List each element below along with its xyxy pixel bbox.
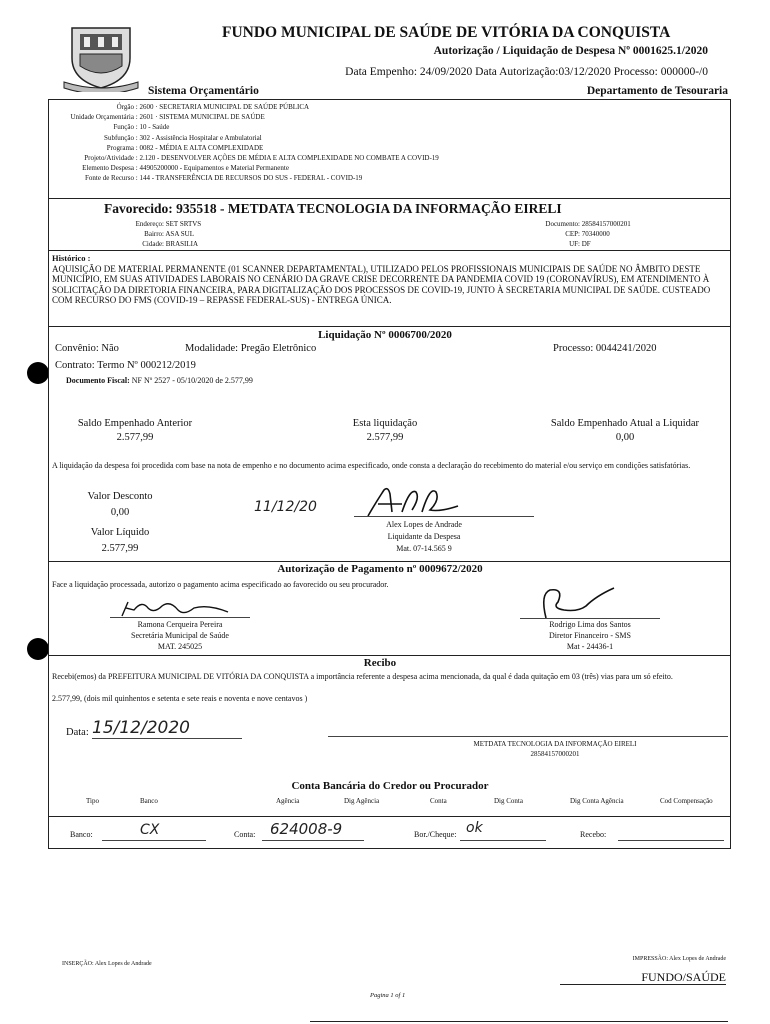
historico-text: AQUISIÇÃO DE MATERIAL PERMANENTE (01 SCANNER DEPARTAMENTAL), UTILIZADO PELOS PROFISSIONAIS MUNICIPAIS DE SAÚDE NO ÂMBITO DESTE MUNICÍPIO, EM SUAS ATIVIDADES LABORAIS NO CENÁRIO DA GRAVE CRISE DECORRENTE DA PANDEMIA COVID 19 (CORONAVÍRUS), EM ATENDIMENTO À SOLICITAÇÃO DA DIRETORIA FINANCEIRA, PARA DIGITALIZAÇÃO DOS PROCESSOS DE COVID-19, JUNTO À SECRETARIA MUNICIPAL DE SAÚDE. CUSTEADO COM RECURSO DO FMS (COVID-19 – REPASSE FEDERAL-SUS) - ENTREGA ÚNICA. — [52, 264, 711, 306]
budget-row: Unidade Orçamentária : 2601 · SISTEMA MUNICIPAL DE SAÚDE — [70, 113, 265, 122]
conta-header-dig-conta-agencia: Dig Conta Agência — [570, 797, 624, 805]
creditor-name: METDATA TECNOLOGIA DA INFORMAÇÃO EIRELI — [473, 740, 637, 748]
footer-page: Pagina 1 of 1 — [370, 992, 406, 999]
conta-header-banco: Banco — [140, 797, 158, 805]
document-title: FUNDO MUNICIPAL DE SAÚDE DE VITÓRIA DA CONQUISTA — [222, 24, 671, 41]
bairro-value: ASA SUL — [165, 230, 194, 238]
secretaria-name: Ramona Cerqueira Pereira — [137, 620, 223, 629]
budget-row: Elemento Despesa : 44905200000 - Equipamentos e Material Permanente — [82, 164, 289, 173]
footer-impressao: IMPRESSÃO: Alex Lopes de Andrade — [632, 956, 726, 962]
liquido-label: Valor Líquido — [90, 527, 150, 538]
doc-fiscal-value: NF Nº 2527 - 05/10/2020 de 2.577,99 — [131, 376, 253, 385]
liquidante-signature — [362, 482, 472, 524]
diretor-mat: Mat - 24436-1 — [566, 642, 614, 651]
desconto-value: 0,00 — [110, 507, 130, 518]
budget-row: Projeto/Atividade : 2.120 - DESENVOLVER AÇÕES DE MÉDIA E ALTA COMPLEXIDADE NO COMBATE A COVID-19 — [84, 154, 439, 163]
recibo-date-label: Data: — [66, 727, 89, 738]
handwritten-date: 11/12/20 — [254, 499, 317, 515]
system-name: Sistema Orçamentário — [148, 85, 259, 97]
uf-value: DF — [581, 240, 591, 248]
esta-liquidacao-value: 2.577,99 — [366, 432, 404, 443]
bor-cheque-label: Bor./Cheque: — [414, 830, 457, 839]
saldo-atual-label: Saldo Empenhado Atual a Liquidar — [550, 418, 700, 429]
recibo-amount-text: 2.577,99, (dois mil quinhentos e setenta e sete reais e noventa e nove centavos ) — [52, 694, 308, 703]
conta-header-dig-agencia: Dig Agência — [344, 797, 380, 805]
recibo-title: Recibo — [363, 657, 397, 669]
endereco-value: SET SRTVS — [165, 220, 202, 228]
conta-header-dig-conta: Dig Conta — [494, 797, 523, 805]
liquidante-name: Alex Lopes de Andrade — [386, 520, 462, 529]
banco-handwritten: CX — [140, 822, 160, 838]
esta-liquidacao-label: Esta liquidação — [352, 418, 418, 429]
budget-row: Subfunção : 302 - Assistência Hospitalar e Ambulatorial — [104, 133, 262, 142]
historico-label: Histórico : — [52, 253, 91, 263]
diretor-role: Diretor Financeiro - SMS — [549, 631, 631, 640]
convenio-field: Convênio: Não — [55, 343, 119, 354]
punch-hole-bottom — [27, 638, 49, 660]
saldo-anterior-label: Saldo Empenhado Anterior — [77, 418, 193, 429]
cidade-value: BRASILIA — [165, 240, 199, 248]
processo-field: Processo: 0044241/2020 — [553, 343, 657, 354]
footer-insercao: INSERÇÃO: Alex Lopes de Andrade — [62, 961, 152, 967]
coat-of-arms-icon — [62, 22, 140, 92]
banco-label: Banco: — [70, 830, 93, 839]
authorization-number: Autorização / Liquidação de Despesa Nº 0001625.1/2020 — [433, 45, 708, 57]
contrato-field: Contrato: Termo Nº 000212/2019 — [55, 360, 196, 371]
saldo-atual-value: 0,00 — [615, 432, 635, 443]
desconto-label: Valor Desconto — [87, 491, 153, 502]
bor-cheque-handwritten: ok — [466, 820, 483, 836]
autorizacao-title: Autorização de Pagamento nº 0009672/2020 — [277, 563, 483, 575]
footer-fundo-saude: FUNDO/SAÚDE — [641, 970, 726, 984]
recebo-label: Recebo: — [580, 830, 607, 839]
budget-row: Órgão : 2600 · SECRETARIA MUNICIPAL DE SAÚDE PÚBLICA — [116, 103, 310, 111]
budget-row: Fonte de Recurso : 144 - TRANSFERÊNCIA DE RECURSOS DO SUS - FEDERAL - COVID-19 — [85, 174, 363, 183]
liquidante-mat: Mat. 07-14.565 9 — [396, 544, 452, 553]
conta-header-agencia: Agência — [276, 797, 300, 805]
conta-header-cod-compensacao: Cod Compensação — [660, 797, 713, 805]
secretaria-signature — [118, 596, 248, 622]
recibo-handwritten-date: 15/12/2020 — [92, 718, 190, 738]
dates-line: Data Empenho: 24/09/2020 Data Autorização:03/12/2020 Processo: 000000-/0 — [345, 66, 708, 78]
conta-handwritten: 624008-9 — [270, 820, 343, 838]
creditor-doc: 28584157000201 — [530, 750, 580, 758]
favorecido-title: Favorecido: 935518 - METDATA TECNOLOGIA DA INFORMAÇÃO EIRELI — [104, 201, 562, 216]
punch-hole-top — [27, 362, 49, 384]
liquido-value: 2.577,99 — [101, 543, 139, 554]
modalidade-field: Modalidade: Pregão Eletrônico — [185, 343, 317, 354]
saldo-anterior-value: 2.577,99 — [116, 432, 154, 443]
secretaria-role: Secretária Municipal de Saúde — [131, 631, 229, 640]
secretaria-mat: MAT. 245025 — [157, 642, 203, 651]
liquidante-role: Liquidante da Despesa — [387, 532, 461, 541]
autorizacao-text: Face a liquidação processada, autorizo o pagamento acima especificado ao favorecido ou seu procurador. — [52, 580, 389, 589]
liquidacao-title: Liquidação Nº 0006700/2020 — [318, 329, 452, 341]
recibo-text: Recebi(emos) da PREFEITURA MUNICIPAL DE VITÓRIA DA CONQUISTA a importância referente a despesa acima mencionada, da qual é dada quitação em 03 (três) vias para um só efeito. — [52, 672, 673, 681]
conta-header-tipo: Tipo — [86, 797, 99, 805]
department-name: Departamento de Tesouraria — [586, 85, 728, 97]
conta-title: Conta Bancária do Credor ou Procurador — [291, 780, 489, 792]
conta-label: Conta: — [234, 830, 256, 839]
budget-row: Programa : 0082 - MÉDIA E ALTA COMPLEXIDADE — [106, 143, 264, 152]
conta-header-conta: Conta — [430, 797, 447, 805]
doc-fiscal-label: Documento Fiscal: — [66, 376, 130, 385]
declaracao-text: A liquidação da despesa foi procedida com base na nota de empenho e no documento acima especificado, onde consta a declaração do recebimento do material e/ou serviço em condições satisfatórias. — [52, 461, 691, 470]
documento-value: 28584157000201 — [581, 220, 631, 228]
diretor-name: Rodrigo Lima dos Santos — [549, 620, 631, 629]
budget-row: Função : 10 - Saúde — [113, 123, 170, 132]
cep-value: 70340000 — [581, 230, 610, 238]
